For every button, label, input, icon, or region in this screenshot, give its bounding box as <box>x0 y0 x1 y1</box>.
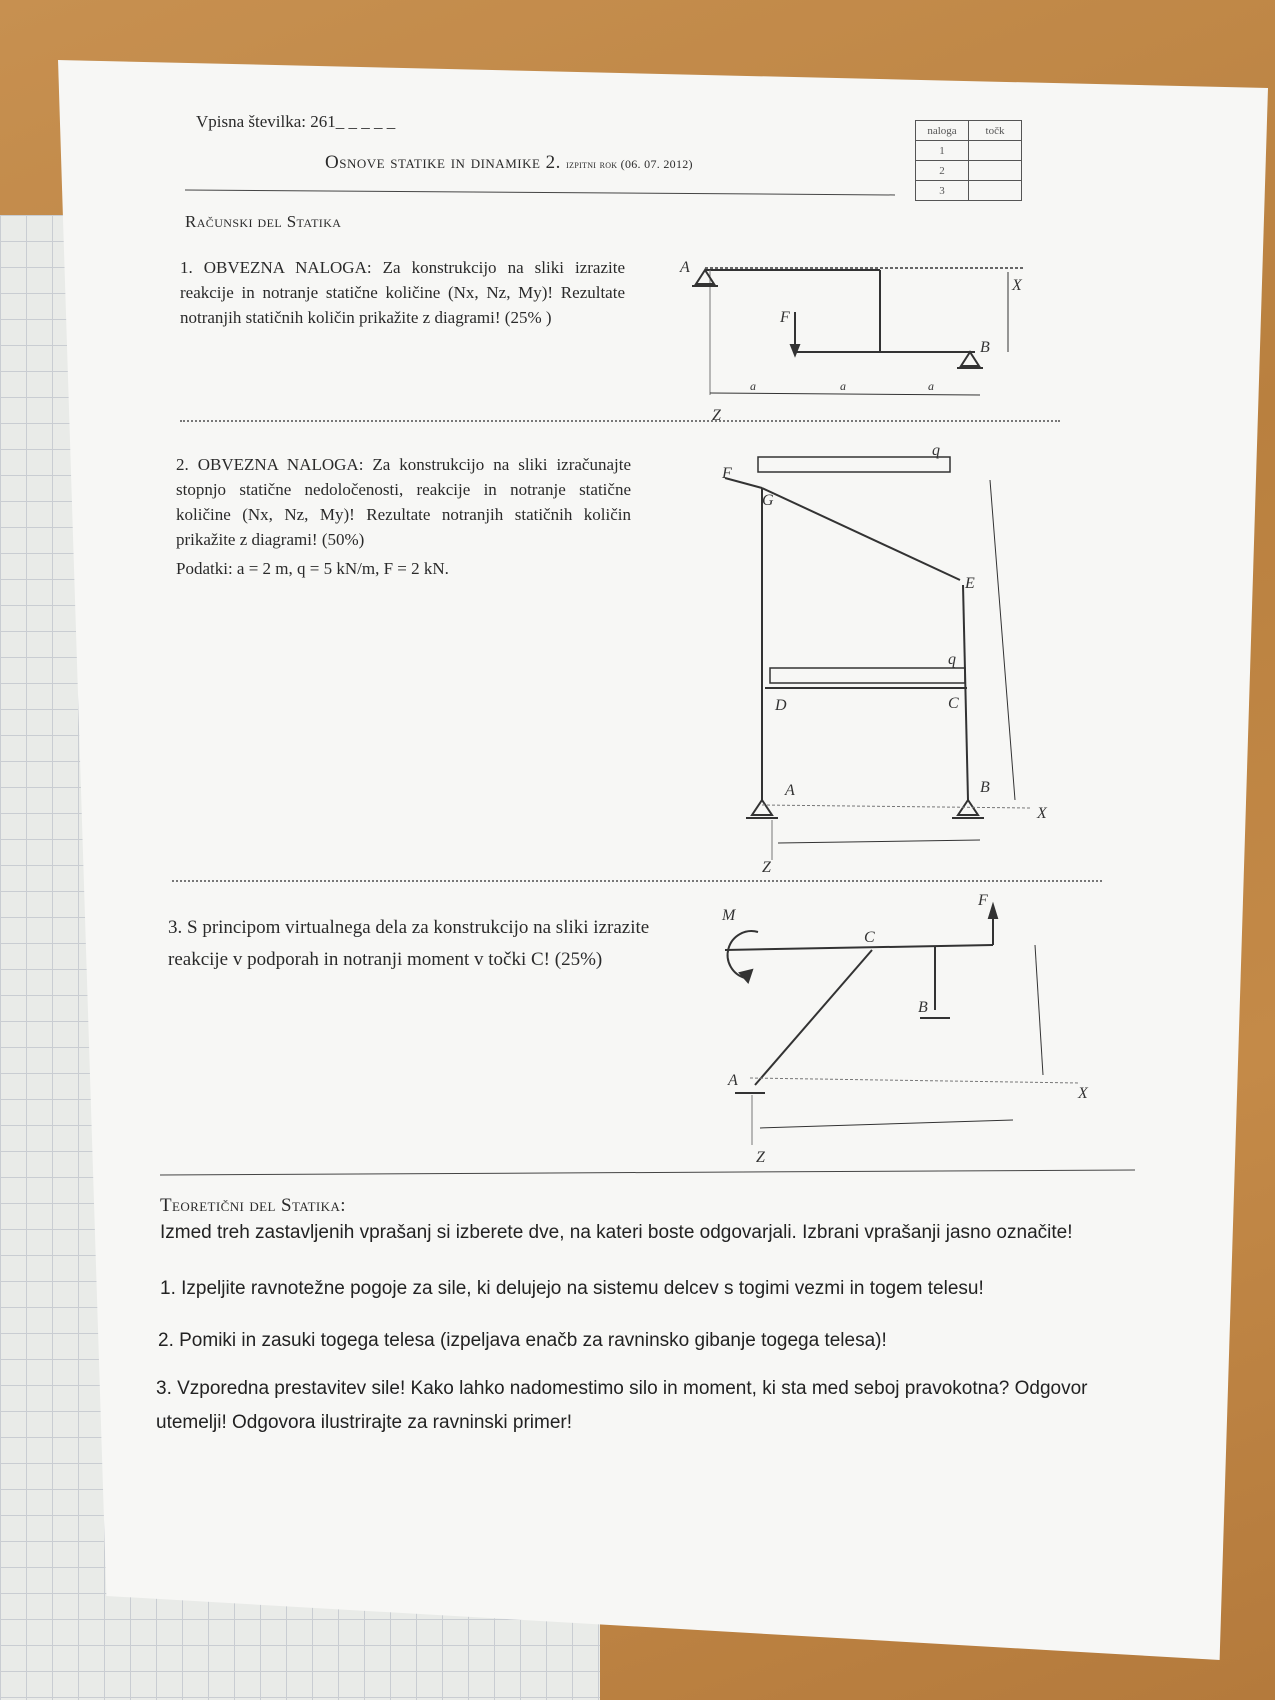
fig2-label-f: F <box>722 465 732 482</box>
score-row-number: 2 <box>916 161 969 181</box>
fig3-inclined-bar <box>755 950 872 1085</box>
figure-3 <box>725 905 1080 1145</box>
task-1-text: 1. OBVEZNA NALOGA: Za konstrukcijo na sliki izrazite reakcije in notranje statične količine (Nx, Nz, My)! Rezultate notranjih statičnih količin prikažite z diagrami! (25% ) <box>180 258 625 327</box>
exam-title-date: izpitni rok (06. 07. 2012) <box>566 157 693 171</box>
theory-question-3: 3. Vzporedna prestavitev sile! Kako lahko nadomestimo silo in moment, ki sta med seboj pravokotna? Odgovor utemelji! Odgovora ilustrirajte za ravninski primer! <box>156 1378 1088 1433</box>
theory-question-2: 2. Pomiki in zasuki togega telesa (izpeljava enačb za ravninsko gibanje togega telesa)! <box>158 1330 887 1351</box>
fig2-dimension-vertical <box>990 480 1015 800</box>
fig2-label-c: C <box>948 695 959 712</box>
fig1-label-f: F <box>780 309 790 326</box>
task-2-data: Podatki: a = 2 m, q = 5 kN/m, F = 2 kN. <box>176 559 449 578</box>
fig3-label-b: B <box>918 999 928 1016</box>
fig2-support-a-icon <box>752 800 772 815</box>
fig2-label-b: B <box>980 779 990 796</box>
theory-intro: Izmed treh zastavljenih vprašanj si izberete dve, na kateri boste odgovarjali. Izbrani vprašanji jasno označite! <box>160 1222 1073 1243</box>
fig3-top-beam <box>725 945 993 950</box>
fig3-moment-arrowhead-icon <box>740 970 752 982</box>
fig1-label-x: X <box>1012 277 1022 294</box>
student-id-line: Vpisna številka: 261_ _ _ _ _ <box>196 112 396 131</box>
fig1-support-a-icon <box>696 270 714 284</box>
fig3-label-x: X <box>1078 1085 1088 1102</box>
fig3-moment-icon <box>728 931 758 978</box>
task-2-text: 2. OBVEZNA NALOGA: Za konstrukcijo na sliki izračunajte stopnjo statične nedoločenosti, reakcije in notranje statične količine (Nx, Nz, My)! Rezultate notranjih statičnih količin prikažite z diagrami! (50%) <box>176 455 631 549</box>
fig2-label-g: G <box>762 492 774 509</box>
fig1-label-z: Z <box>712 407 721 424</box>
fig3-label-c: C <box>864 929 875 946</box>
fig1-label-a: A <box>680 259 690 276</box>
score-row-number: 3 <box>916 181 969 201</box>
score-col-tock: točk <box>969 121 1022 141</box>
fig2-label-q: q <box>948 651 956 668</box>
score-col-naloga: naloga <box>916 121 969 141</box>
fig1-arrowhead-icon <box>791 345 799 355</box>
fig2-label-z: Z <box>762 859 771 876</box>
fig3-label-a: A <box>728 1072 738 1089</box>
fig3-dimension-horizontal <box>760 1120 1013 1128</box>
fig1-dimension-line <box>710 393 980 395</box>
fig3-dimension-vertical <box>1035 945 1043 1075</box>
fig3-label-f: F <box>978 892 988 909</box>
figure-2 <box>725 457 1030 860</box>
fig1-support-b-icon <box>961 352 979 366</box>
fig2-distributed-load-top <box>758 457 950 472</box>
fig2-label-q: q <box>932 442 940 459</box>
fig1-label-a-dim: a <box>750 379 756 393</box>
fig2-label-e: E <box>965 575 975 592</box>
fig2-label-x: X <box>1037 805 1047 822</box>
fig2-inclined-member <box>762 488 960 580</box>
score-row-number: 1 <box>916 141 969 161</box>
fig3-x-axis <box>750 1078 1080 1083</box>
fig1-label-b: B <box>980 339 990 356</box>
figure-1 <box>692 268 1025 395</box>
fig2-distributed-load-mid <box>770 668 965 683</box>
section-heading-calc: Računski del Statika <box>185 212 342 231</box>
fig1-label-a-dim: a <box>840 379 846 393</box>
fig3-label-m: M <box>722 907 736 924</box>
theory-question-1: 1. Izpeljite ravnotežne pogoje za sile, ki delujejo na sistemu delcev s togimi vezmi in togem telesu! <box>160 1278 984 1299</box>
fig1-label-a-dim: a <box>928 379 934 393</box>
exam-title-main: Osnove statike in dinamike 2. <box>325 152 561 173</box>
fig2-label-d: D <box>775 697 787 714</box>
fig3-label-z: Z <box>756 1149 765 1166</box>
fig2-right-column <box>963 585 968 800</box>
fig2-dimension-horizontal <box>778 840 980 843</box>
fig2-label-a: A <box>785 782 795 799</box>
fig3-arrowhead-icon <box>989 905 997 918</box>
fig2-x-axis <box>762 805 1030 808</box>
section-heading-theory: Teoretični del Statika: <box>160 1195 346 1216</box>
task-3-text: 3. S principom virtualnega dela za konstrukcijo na sliki izrazite reakcije v podporah in notranji moment v točki C! (25%) <box>168 917 650 970</box>
